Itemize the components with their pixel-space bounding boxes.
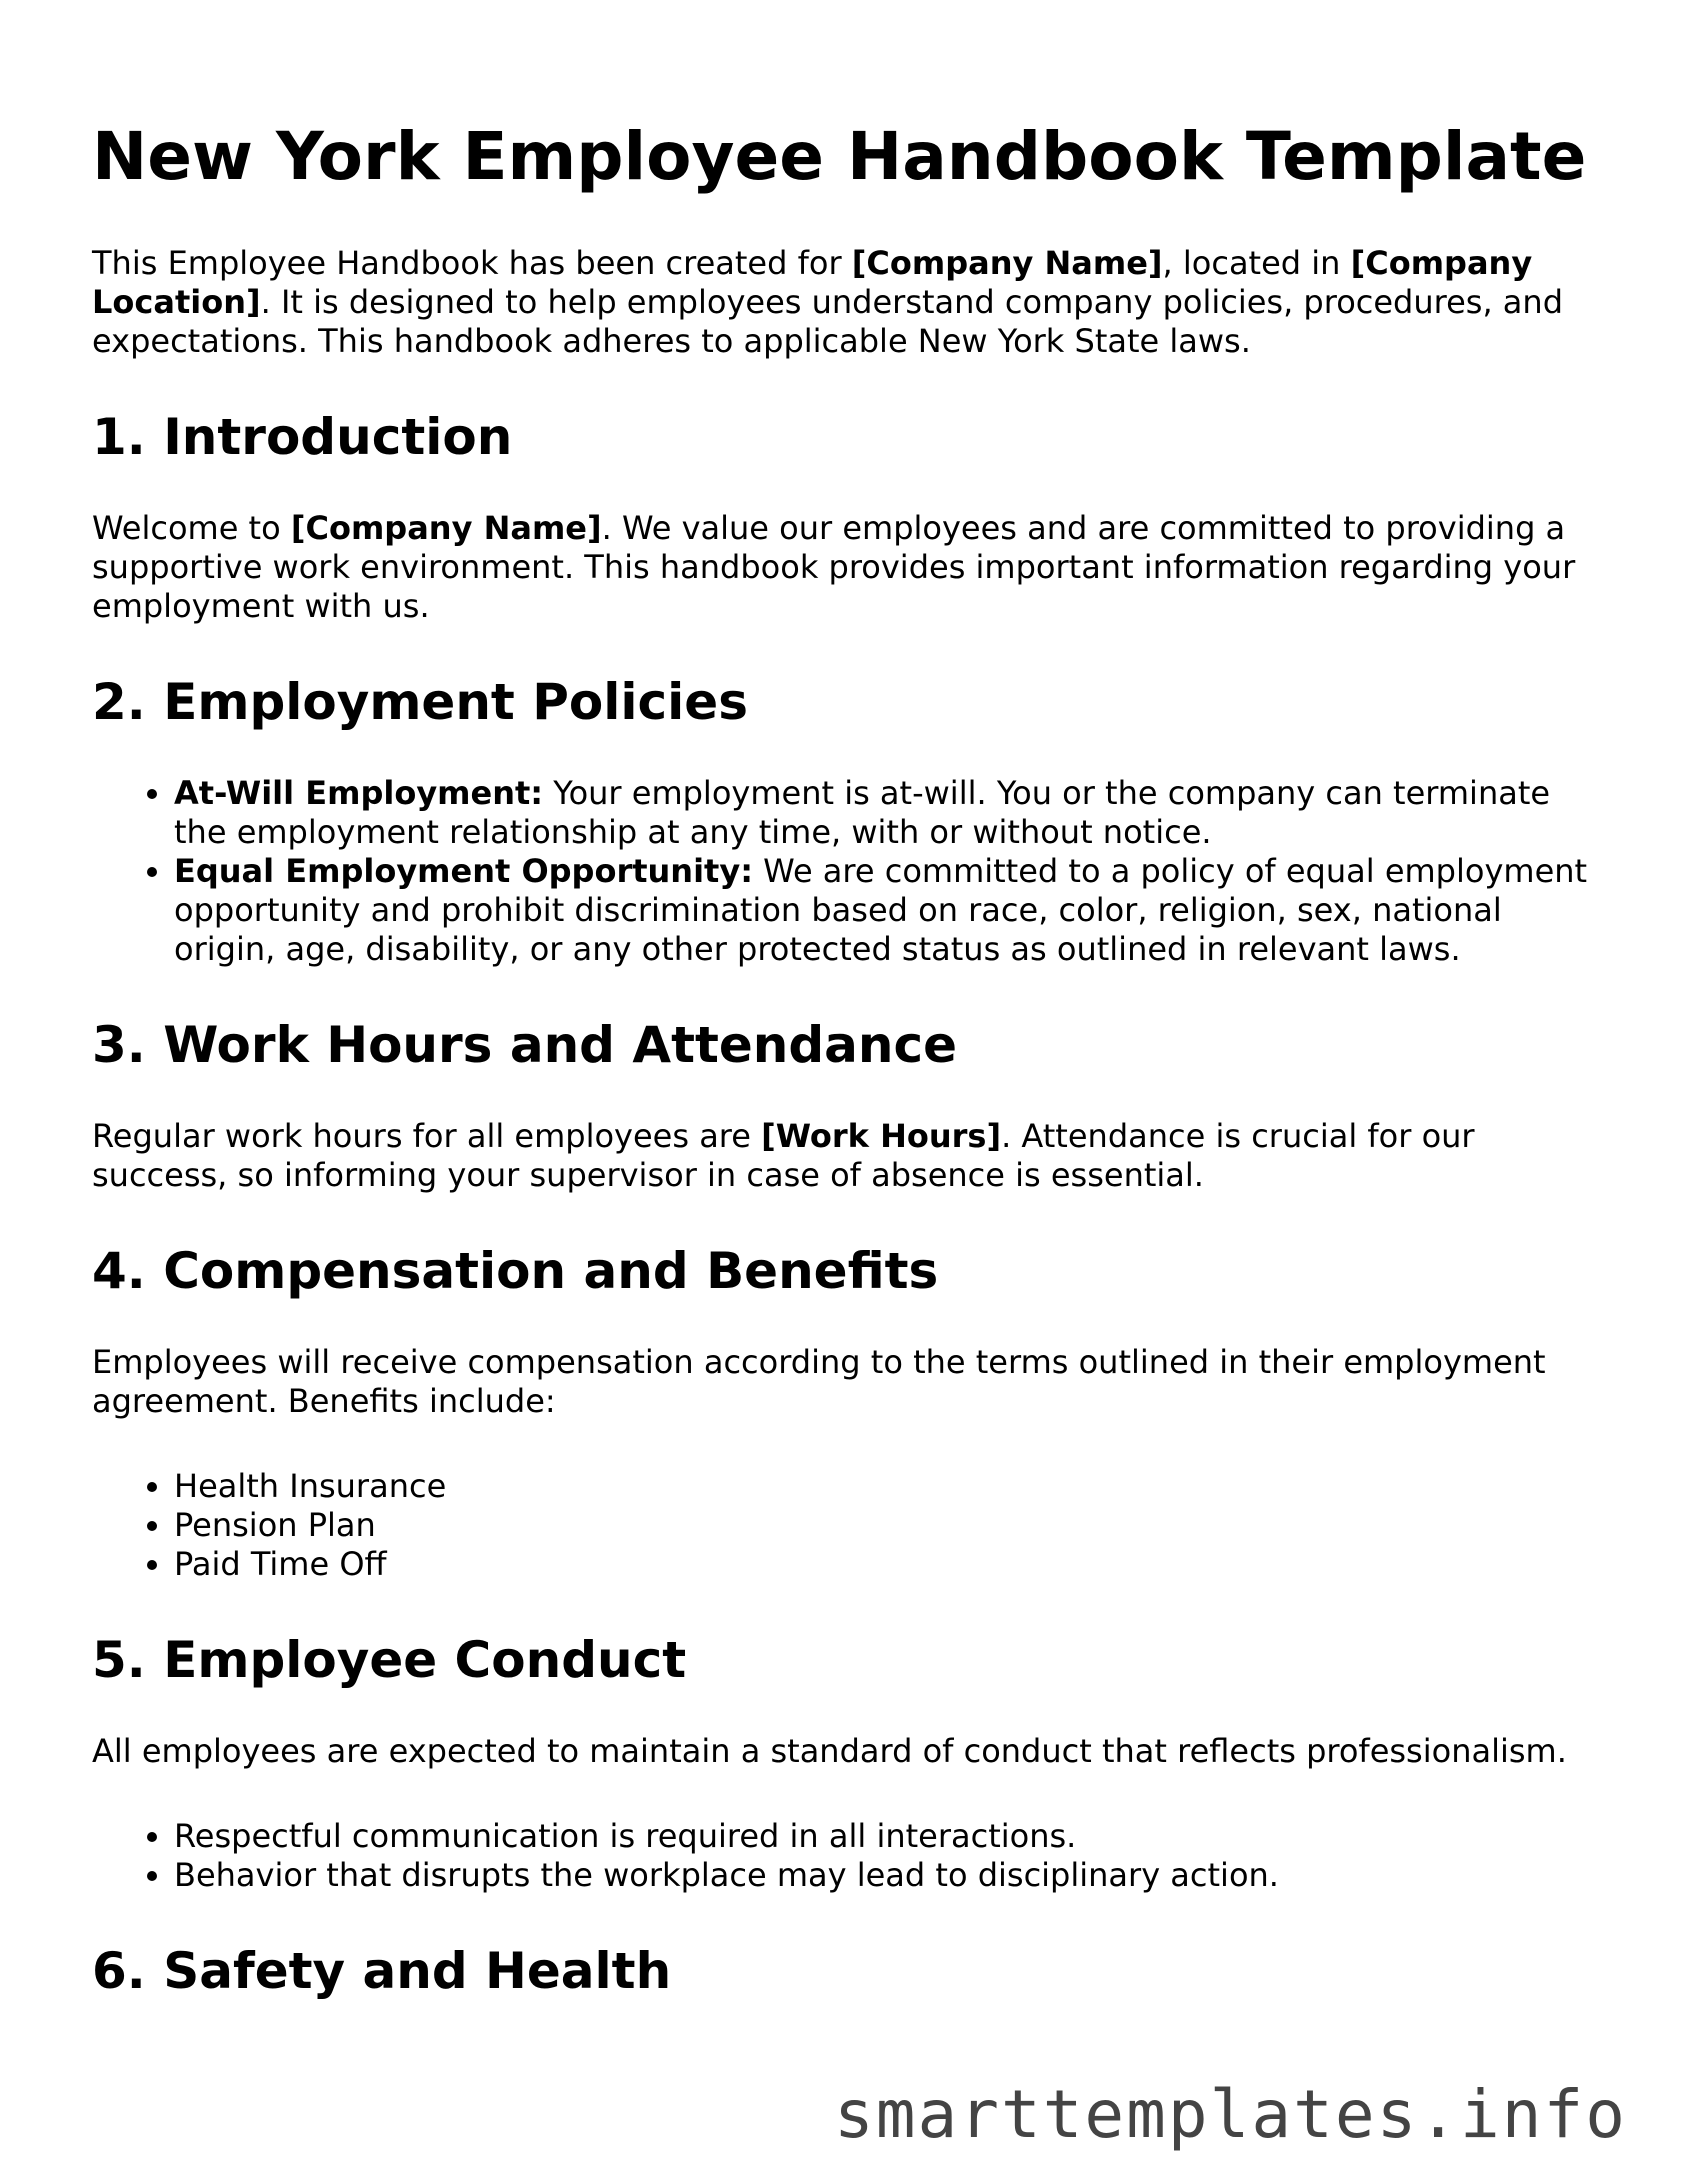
document-title: New York Employee Handbook Template bbox=[92, 118, 1587, 195]
benefits-list bbox=[92, 1467, 1592, 1584]
section-heading-introduction: 1. Introduction bbox=[92, 408, 513, 466]
employment-policies-list bbox=[92, 774, 1592, 969]
work-hours-text-2: . Attendance is crucial for our success, so informing your supervisor in case of absence is essential. bbox=[92, 1117, 1475, 1194]
introduction-paragraph bbox=[92, 509, 1592, 626]
list-item: • Health Insurance bbox=[174, 1467, 1592, 1506]
list-item: • Behavior that disrupts the workplace may lead to disciplinary action. bbox=[174, 1856, 1592, 1895]
intro-text-2: , located in bbox=[1162, 244, 1351, 282]
list-item: • Respectful communication is required in all interactions. bbox=[174, 1817, 1592, 1856]
section-heading-safety-health: 6. Safety and Health bbox=[92, 1942, 672, 2000]
section-heading-employment-policies: 2. Employment Policies bbox=[92, 673, 748, 731]
compensation-paragraph: Employees will receive compensation according to the terms outlined in their employment agreement. Benefits include: bbox=[92, 1343, 1546, 1420]
conduct-list bbox=[92, 1817, 1592, 1895]
intro-text-1: This Employee Handbook has been created for bbox=[92, 244, 852, 282]
section-heading-work-hours: 3. Work Hours and Attendance bbox=[92, 1016, 958, 1074]
work-hours-paragraph bbox=[92, 1117, 1592, 1195]
section-heading-employee-conduct: 5. Employee Conduct bbox=[92, 1631, 687, 1689]
list-item bbox=[174, 852, 1592, 969]
company-location-placeholder: [Company Location] bbox=[92, 244, 1533, 321]
work-hours-text-1: Regular work hours for all employees are bbox=[92, 1117, 762, 1155]
work-hours-placeholder: [Work Hours] bbox=[761, 1117, 1002, 1155]
policy-text: We are committed to a policy of equal employment opportunity and prohibit discrimination based on race, color, religion, sex, national origin, age, disability, or any other protected status as outlined in relevant laws. bbox=[174, 852, 1588, 968]
conduct-paragraph: All employees are expected to maintain a standard of conduct that reflects professionalism. bbox=[92, 1732, 1567, 1770]
list-item bbox=[174, 774, 1592, 852]
intro-text-3: . It is designed to help employees understand company policies, procedures, and expectations. This handbook adheres to applicable New York State laws. bbox=[92, 283, 1563, 360]
policy-text: Your employment is at-will. You or the company can terminate the employment relationship at any time, with or without notice. bbox=[174, 774, 1551, 851]
intro-paragraph bbox=[92, 244, 1592, 361]
introduction-text-1: Welcome to bbox=[92, 509, 291, 547]
policy-label: Equal Employment Opportunity: bbox=[174, 852, 753, 890]
list-item: • Pension Plan bbox=[174, 1506, 1592, 1545]
policy-label: At-Will Employment: bbox=[174, 774, 544, 812]
list-item: • Paid Time Off bbox=[174, 1545, 1592, 1584]
document-page bbox=[92, 118, 1592, 2043]
company-name-placeholder: [Company Name] bbox=[290, 509, 602, 547]
introduction-text-2: . We value our employees and are committed to providing a supportive work environment. This handbook provides important information regarding your employment with us. bbox=[92, 509, 1576, 625]
watermark: smarttemplates.info bbox=[834, 2076, 1627, 2153]
company-name-placeholder: [Company Name] bbox=[851, 244, 1163, 282]
section-heading-compensation: 4. Compensation and Benefits bbox=[92, 1242, 939, 1300]
